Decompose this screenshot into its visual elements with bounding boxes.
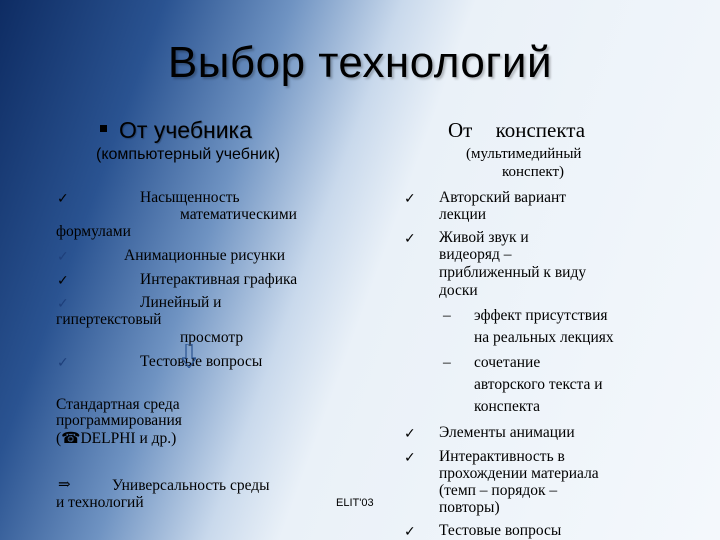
arrow-down-icon — [182, 344, 196, 368]
right-item-4-line-4: повторы) — [439, 499, 500, 516]
right-item-4-line-3: (темп – порядок – — [439, 482, 558, 499]
right-item-5: Тестовые вопросы — [439, 522, 562, 539]
square-bullet-icon — [100, 125, 107, 132]
checkmark-icon: ✓ — [404, 524, 416, 540]
left-heading-text: От учебника — [119, 117, 252, 143]
left-item-3: Интерактивная графика — [140, 271, 298, 288]
right-subheading-1: (мультимедийный — [466, 146, 582, 162]
checkmark-icon: ✓ — [404, 231, 416, 247]
left-column-subheading: (компьютерный учебник) — [96, 146, 281, 163]
env-line-3: (☎DELPHI и др.) — [56, 430, 177, 447]
footer-label: ELIT'03 — [336, 497, 374, 509]
left-item-5: Тестовые вопросы — [140, 353, 263, 370]
right-item-4-line-2: прохождении материала — [439, 465, 599, 482]
right-item-4-line-1: Интерактивность в — [439, 448, 565, 465]
right-item-2-line-3: приближенный к виду — [439, 264, 587, 281]
left-column-heading — [100, 117, 252, 144]
slide-title: Выбор технологий — [167, 38, 553, 87]
left-item-1-line-1: Насыщенность — [140, 189, 240, 206]
right-item-1-line-1: Авторский вариант — [439, 189, 567, 206]
right-dash-2-line-3: конспекта — [474, 398, 541, 415]
right-item-3: Элементы анимации — [439, 424, 575, 441]
checkmark-icon: ✓ — [404, 450, 416, 466]
right-item-1-line-2: лекции — [439, 206, 487, 223]
arrow-right-icon: ⇒ — [58, 477, 71, 493]
right-dash-2-line-2: авторского текста и — [474, 376, 603, 393]
env-line-2: программирования — [56, 412, 182, 429]
right-dash-2-line-1: сочетание — [474, 354, 541, 371]
env-line-1: Стандартная среда — [56, 396, 180, 413]
left-item-4-line-3: просмотр — [180, 329, 244, 346]
checkmark-icon: ✓ — [57, 355, 69, 371]
dash-bullet: – — [443, 307, 451, 324]
checkmark-icon: ✓ — [404, 426, 416, 442]
checkmark-icon: ✓ — [404, 191, 416, 207]
left-item-4-line-1: Линейный и — [140, 294, 222, 311]
univ-line-2: и технологий — [56, 494, 144, 511]
checkmark-icon: ✓ — [57, 296, 69, 312]
checkmark-icon: ✓ — [57, 249, 69, 265]
left-item-4-line-2: гипертекстовый — [56, 311, 162, 328]
checkmark-icon: ✓ — [57, 191, 69, 207]
left-item-1-line-3: формулами — [56, 223, 131, 240]
univ-line-1: Универсальность среды — [112, 477, 270, 494]
right-dash-1-line-2: на реальных лекциях — [474, 329, 614, 346]
right-subheading-2: конспект) — [502, 164, 565, 180]
right-item-2-line-2: видеоряд – — [439, 246, 512, 263]
right-item-2-line-4: доски — [439, 282, 478, 299]
dash-bullet: – — [443, 354, 451, 371]
right-column-heading: От конспекта — [448, 118, 586, 142]
left-item-2: Анимационные рисунки — [124, 247, 286, 264]
checkmark-icon: ✓ — [57, 273, 69, 289]
right-dash-1-line-1: эффект присутствия — [474, 307, 608, 324]
right-item-2-line-1: Живой звук и — [439, 229, 529, 246]
left-item-1-line-2: математическими — [180, 206, 297, 223]
